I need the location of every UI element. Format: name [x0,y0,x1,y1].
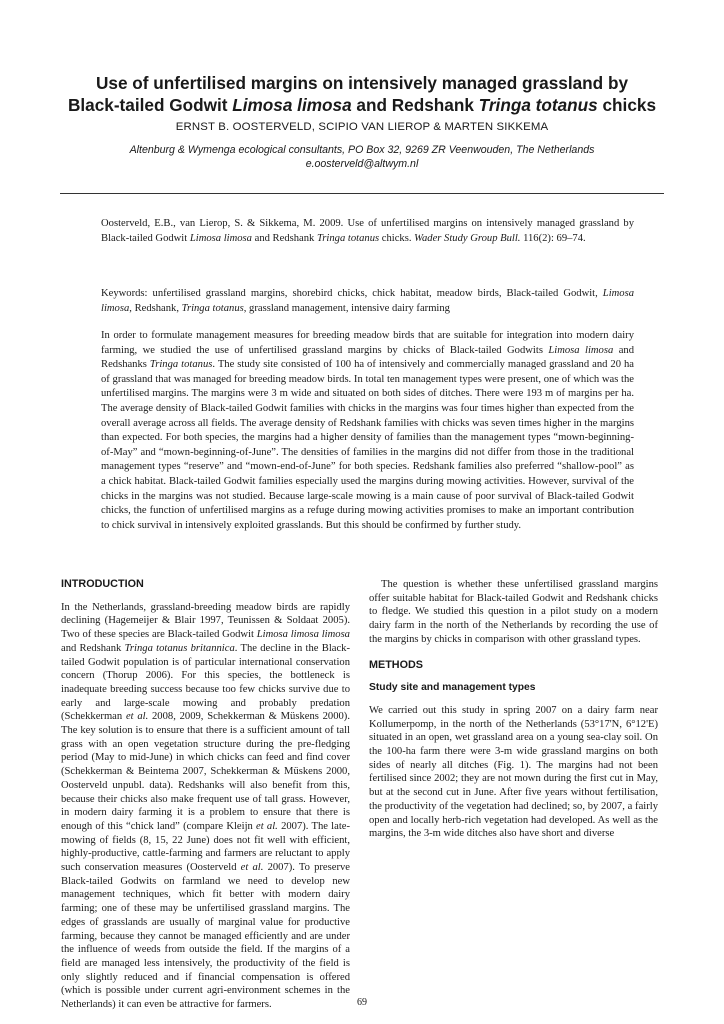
keywords-text: , grassland management, intensive dairy farming [243,302,450,314]
intro-etal: et al. [256,820,278,832]
title-species-2: Tringa totanus [478,95,598,115]
methods-heading: METHODS [369,658,423,671]
abstract-text: . The study site consisted of 100 ha of intensively and commercially managed grassland and 20 ha of grassland that was managed for breeding meadow birds. In total ten management types were present, one of which was the unfertilised margins. The margins were 3 m wide and situated on both sides of ditches. There were 193 m of margins per ha. The average density of Black-tailed Godwit families with chicks in the margins was four times higher than expected from the overall average across all fields. The average density of Redshank families with chicks was seven times higher in the margins than expected. For both species, the margins had a higher density of families than the management types “mown-beginning-of-May” and “mown-beginning-of-June”. The densities of families in the margins did not differ from those in the traditional management types “reserve” and “mown-end-of-June” for both species. Redshank families also preferred “shallow-pool” as a chick habitat. Black-tailed Godwit families especially used the margins during mowing activities. However, survival of the chicks in the margins was not studied. Because large-scale mowing is a main cause of poor survival of Black-tailed Godwit chicks, the function of unfertilised margins as a refuge during mowing activities promises to make an important contribution to chick survival in intensively exploited grasslands. But this should be confirmed by further study. [101,359,634,531]
citation-species: Tringa totanus [317,232,380,244]
keywords [101,287,634,316]
title-text: and Redshank [351,95,479,115]
citation-text: Oosterveld, E.B., van Lierop, S. & Sikkema, M. 2009. Use of unfertilised margins on intensively managed grassland by Black-tailed Godwit [101,218,634,244]
intro-text: . The decline in the Black-tailed Godwit population is of particular international conservation concern (Thorup 2006). For this species, the bottleneck is inadequate breeding success because too few chicks survive due to early and large-scale mowing and probably predation (Schekkerman [61,642,350,723]
intro-etal: et al. [240,862,264,874]
citation-text: and Redshank [251,232,317,244]
methods-paragraph-1: We carried out this study in spring 2007 on a dairy farm near Kollumerpomp, in the north of the Netherlands (53°17'N, 6°12'E) situated in an open, wet grassland area on a young sea-clay soil. On the 100-ha farm there were 3-m wide grassland margins on both sides of nearly all ditches (Fig. 1). The margins had not been fertilised since 2002; they are not mown during the first cut in May, but at the second cut in June. After five years without fertilisation, the productivity of the vegetation had declined; so, by 2007, a fairly open and locally herb-rich vegetation had developed. As well as the margins, the 3-m wide ditches also have short and diverse [369,704,658,840]
email: e.oosterveld@altwym.nl [305,158,419,170]
intro-text: and Redshank [61,642,125,654]
title-species-1: Limosa limosa [232,95,352,115]
abstract-text: In order to formulate management measures for breeding meadow birds that are suitable for integration into modern dairy farming, we studied the use of unfertilised grassland margins by chicks of Black-tailed Godwits [101,330,634,356]
citation-text: chicks. [379,232,415,244]
intro-text: 2007). The late-mowing of fields (8, 15, 22 June) does not fit well with efficient, highly-productive, cattle-farming and farmers are reluctant to apply such conservation measures (Oosterveld [61,820,351,874]
affiliation: Altenburg & Wymenga ecological consultants, PO Box 32, 9269 ZR Veenwouden, The Netherlands [129,144,595,156]
authors: ERNST B. OOSTERVELD, SCIPIO VAN LIEROP & MARTEN SIKKEMA [175,121,549,133]
citation-journal: Wader Study Group Bull. [414,232,521,244]
keywords-species: Tringa totanus [181,302,244,314]
title-line-1: Use of unfertilised margins on intensively managed grassland by [96,73,628,93]
abstract-text: and Redshanks [101,344,634,371]
citation-text: 116(2): 69–74. [520,232,586,244]
citation-species: Limosa limosa [189,232,252,244]
citation [101,217,634,246]
intro-text: In the Netherlands, grassland-breeding meadow birds are rapidly declining (Hagemeijer & Blair 1997, Teunissen & Soldaat 2005). Two of these species are Black-tailed Godwit [61,601,350,641]
intro-species: Tringa totanus britannica [124,642,235,654]
abstract-species: Limosa limosa [548,344,614,356]
intro-paragraph-2: The question is whether these unfertilised grassland margins offer suitable habitat for Black-tailed Godwit and Redshank chicks to fledge. We studied this question in a pilot study on a modern dairy farm in the north of the Netherlands by recording the use of the margins by chicks in comparison with other grassland types. [369,579,658,645]
intro-text: 2008, 2009, Schekkerman & Müskens 2000). The key solution is to ensure that there is a sufficient amount of tall grass with an open vegetation structure during the pre-fledging period (May to mid-June) in which chicks can feed and find cover (Schekkerman & Beintema 2007, Schekkerman & Müskens 2000, Oosterveld unpubl. data). Redshanks will also benefit from this, because their chicks also make frequent use of tall grass. However, in modern dairy farming it is a problem to ensure that there is enough of this “chick land” (compare Kleijn [61,711,350,832]
keywords-text: , Redshank, [129,302,182,314]
abstract-species: Tringa totanus [149,359,213,371]
title-text: chicks [597,95,657,115]
abstract [101,329,634,533]
page-number: 69 [357,997,367,1008]
methods-subheading: Study site and management types [369,682,536,694]
introduction-heading: INTRODUCTION [61,578,144,590]
right-column [369,578,658,841]
intro-paragraph-1 [61,601,350,1012]
title-line-2 [68,95,656,115]
article-title [40,72,684,116]
keywords-species: Limosa limosa [101,288,634,314]
title-text: Black-tailed Godwit [67,95,233,115]
intro-etal: et al. [125,711,149,723]
intro-species: Limosa limosa limosa [256,629,350,641]
keywords-text: Keywords: unfertilised grassland margins, shorebird chicks, chick habitat, meadow birds, Black-tailed Godwit, [101,288,603,299]
intro-text: 2007). To preserve Black-tailed Godwits on farmland we need to develop new management techniques, which fit better with modern dairy farming; one of these may be unfertilised grassland margins. The edges of grasslands are usually of marginal value for productive farming, because they cannot be managed efficiently and are under the influence of weeds from outside the field. If the margins of a field are managed less intensively, the productivity of the field is only slightly reduced and if financial compensation is offered (which is possible under current agri-environment schemes in the Netherlands) it can even be attractive for farmers. [61,862,350,1011]
header-divider [60,193,664,194]
affiliation-block [40,143,684,171]
left-column [61,578,350,1012]
